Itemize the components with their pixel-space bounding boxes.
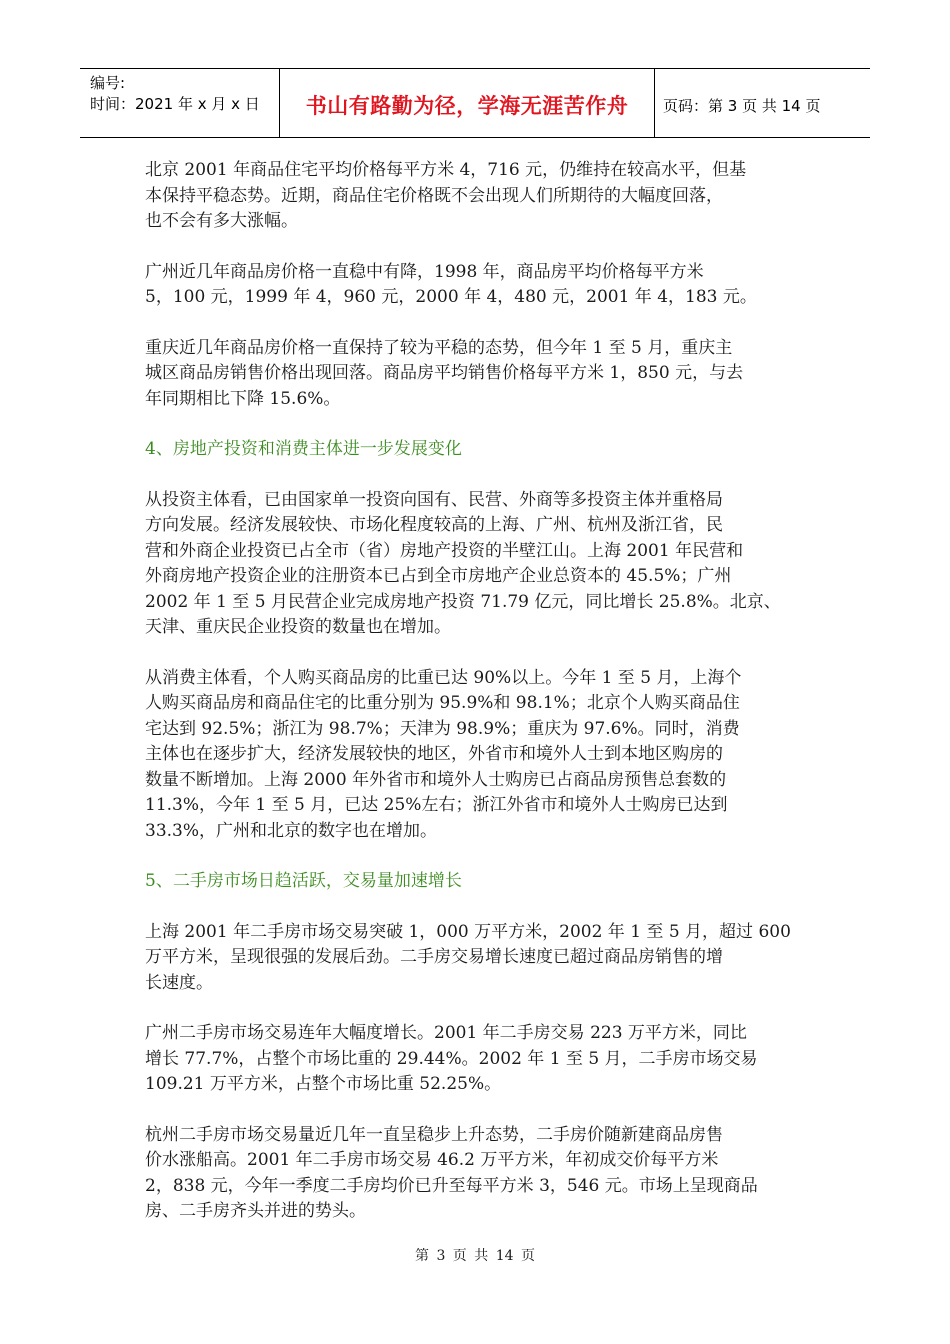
- paragraph: 广州近几年商品房价格一直稳中有降，1998 年，商品房平均价格每平方米 5，100 元，1999 年 4，960 元，2000 年 4，480 元，2001 年 4，183 元。: [145, 261, 757, 307]
- header-motto: 书山有路勤为径，学海无涯苦作舟: [280, 69, 655, 137]
- paragraph: 杭州二手房市场交易量近几年一直呈稳步上升态势，二手房价随新建商品房售 价水涨船高。2001 年二手房市场交易 46.2 万平方米，年初成交价每平方米 2，838 元，今年一季度二手房均价已升至每平方米 3，546 元。市场上呈现商品 房、二手房齐头并进的势头。: [145, 1124, 758, 1221]
- document-number-label: 编号:: [90, 74, 126, 92]
- document-date-label: 时间：2021 年 x 月 x 日: [90, 95, 260, 113]
- page-footer: 第 3 页 共 14 页: [415, 1248, 535, 1264]
- section-heading: 4、房地产投资和消费主体进一步发展变化: [145, 439, 462, 459]
- paragraph: 重庆近几年商品房价格一直保持了较为平稳的态势，但今年 1 至 5 月，重庆主 城区商品房销售价格出现回落。商品房平均销售价格每平方米 1，850 元，与去 年同期相比下降 15.6%。: [145, 337, 744, 409]
- paragraph: 上海 2001 年二手房市场交易突破 1，000 万平方米，2002 年 1 至 5 月，超过 600 万平方米，呈现很强的发展后劲。二手房交易增长速度已超过商品房销售的增 长速度。: [145, 921, 791, 993]
- paragraph: 从投资主体看，已由国家单一投资向国有、民营、外商等多投资主体并重格局 方向发展。经济发展较快、市场化程度较高的上海、广州、杭州及浙江省，民 营和外商企业投资已占全市（省）房地产投资的半壁江山。上海 2001 年民营和 外商房地产投资企业的注册资本已占到全市房地产企业总资本的 45.5%；广州 2002 年 1 至 5 月民营企业完成房地产投资 71.79 亿元，同比增长 25.8%。北京、 天津、重庆民企业投资的数量也在增加。: [145, 489, 781, 637]
- paragraph: 从消费主体看，个人购买商品房的比重已达 90%以上。今年 1 至 5 月，上海个 人购买商品房和商品住宅的比重分别为 95.9%和 98.1%；北京个人购买商品住 宅达到 92.5%；浙江为 98.7%；天津为 98.9%；重庆为 97.6%。同时，消费 主体也在逐步扩大，经济发展较快的地区，外省市和境外人士到本地区购房的 数量不断增加。上海 2000 年外省市和境外人士购房已占商品房预售总套数的 11.3%，今年 1 至 5 月，已达 25%左右；浙江外省市和境外人士购房已达到 33.3%，广州和北京的数字也在增加。: [145, 667, 742, 841]
- section-heading: 5、二手房市场日趋活跃，交易量加速增长: [145, 871, 462, 891]
- header-page-info: 页码：第 3 页 共 14 页: [663, 96, 821, 115]
- document-body: [145, 158, 825, 1250]
- page-header: [80, 68, 870, 138]
- paragraph: 北京 2001 年商品住宅平均价格每平方米 4，716 元，仍维持在较高水平，但基 本保持平稳态势。近期，商品住宅价格既不会出现人们所期待的大幅度回落， 也不会有多大涨幅。: [145, 160, 747, 231]
- paragraph: 广州二手房市场交易连年大幅度增长。2001 年二手房交易 223 万平方米，同比 增长 77.7%，占整个市场比重的 29.44%。2002 年 1 至 5 月，二手房市场交易 109.21 万平方米，占整个市场比重 52.25%。: [145, 1023, 758, 1094]
- header-meta: [80, 69, 280, 137]
